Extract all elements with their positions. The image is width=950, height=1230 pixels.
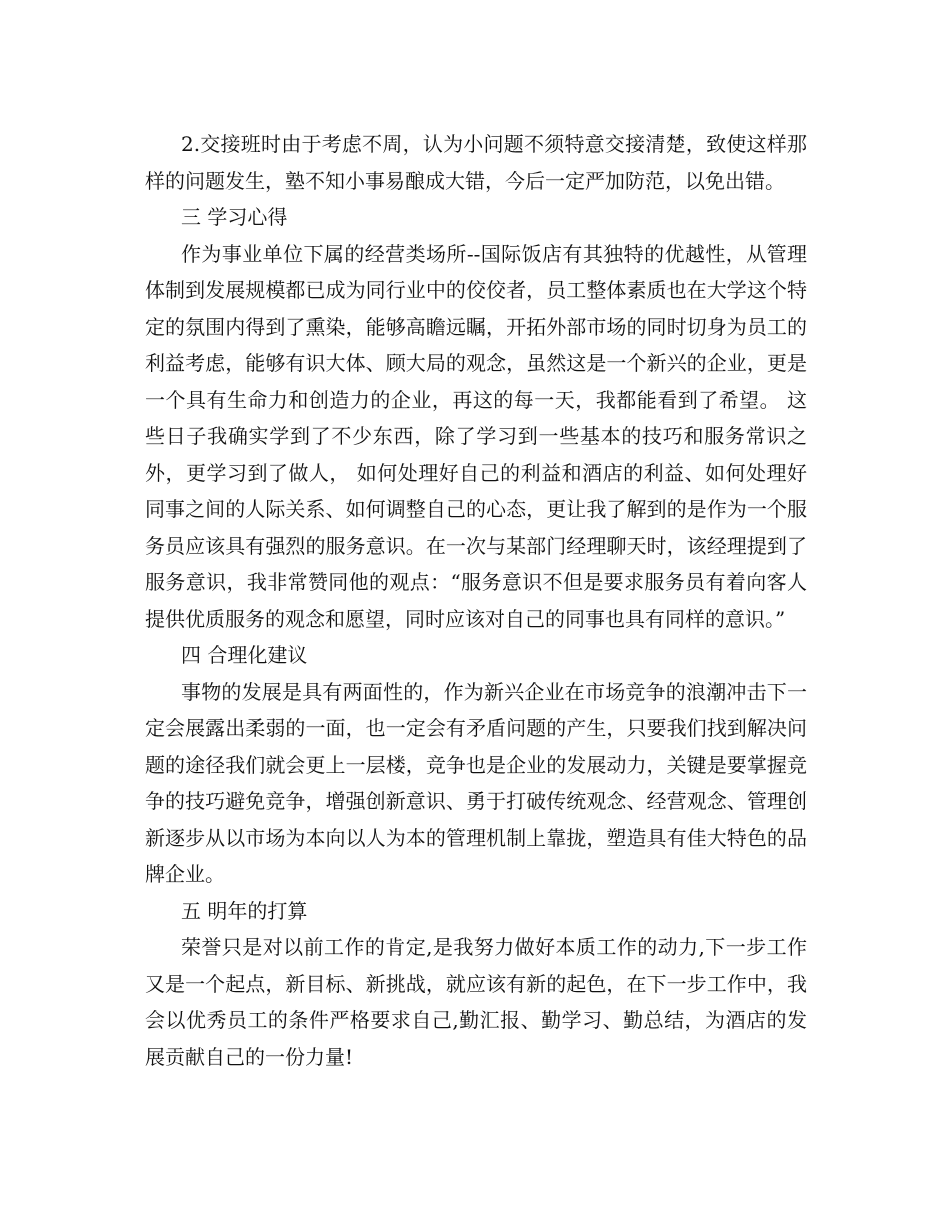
paragraph-next-year: 荣誉只是对以前工作的肯定,是我努力做好本质工作的动力,下一步工作又是一个起点，新目标、新挑战，就应该有新的起色，在下一步工作中，我会以优秀员工的条件严格要求自己,勤汇报、勤学习、勤总结，为酒店的发展贡献自己的一份力量! <box>145 935 807 1069</box>
section-heading-learning: 三 学习心得 <box>181 205 288 229</box>
document-body <box>145 126 807 1075</box>
section-heading-next-year: 五 明年的打算 <box>181 898 308 923</box>
paragraph-learning: 作为事业单位下属的经营类场所--国际饭店有其独特的优越性，从管理体制到发展规模都已成为同行业中的佼佼者，员工整体素质也在大学这个特定的氛围内得到了熏染，能够高瞻远瞩，开拓外部市场的同时切身为员工的利益考虑，能够有识大体、顾大局的观念，虽然这是一个新兴的企业，更是一个具有生命力和创造力的企业，再这的每一天，我都能看到了希望。 这些日子我确实学到了不少东西，除了学习到一些基本的技巧和服务常识之外，更学习到了做人， 如何处理好自己的利益和酒店的利益、如何处理好同事之间的人际关系、如何调整自己的心态，更让我了解到的是作为一个服务员应该具有强烈的服务意识。在一次与某部门经理聊天时，该经理提到了服务意识，我非常赞同他的观点：“服务意识不但是要求服务员有着向客人提供优质服务的观念和愿望，同时应该对自己的同事也具有同样的意识。” <box>145 241 807 631</box>
paragraph-handover-issue: 2.交接班时由于考虑不周，认为小问题不须特意交接清楚，致使这样那样的问题发生，塾不知小事易酿成大错，今后一定严加防范，以免出错。 <box>145 132 807 193</box>
section-heading-suggestions: 四 合理化建议 <box>181 643 308 667</box>
paragraph-suggestions: 事物的发展是具有两面性的，作为新兴企业在市场竞争的浪潮冲击下一定会展露出柔弱的一面，也一定会有矛盾问题的产生，只要我们找到解决问题的途径我们就会更上一层楼，竞争也是企业的发展动力，关键是要掌握竞争的技巧避免竞争，增强创新意识、勇于打破传统观念、经营观念、管理创新逐步从以市场为本向以人为本的管理机制上靠拢，塑造具有佳大特色的品牌企业。 <box>145 679 807 886</box>
